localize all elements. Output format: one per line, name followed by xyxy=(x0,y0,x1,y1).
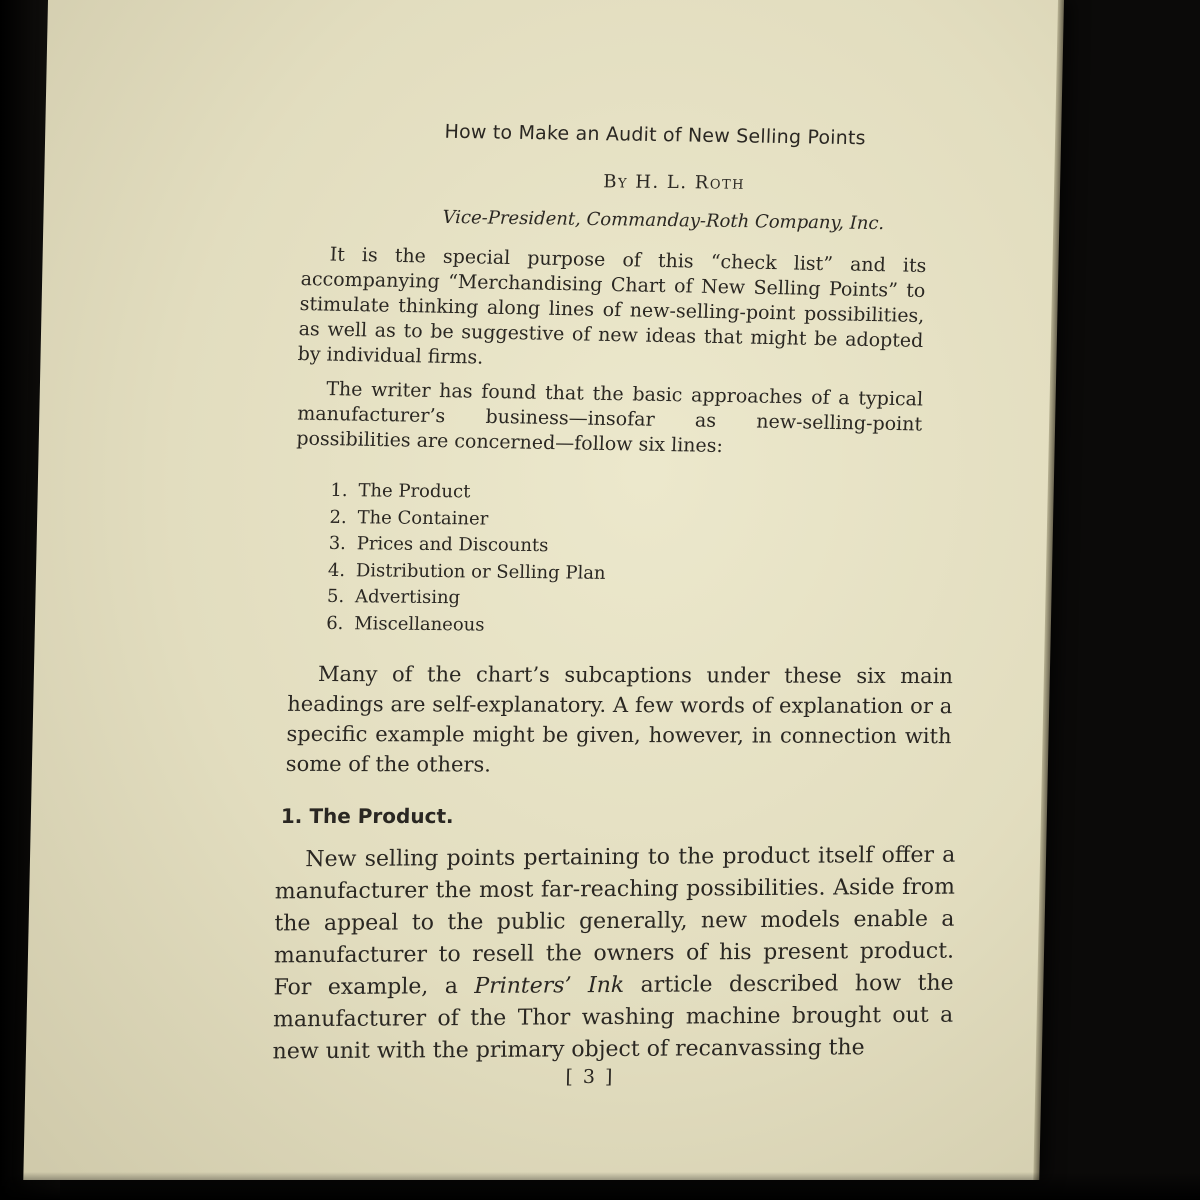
book-page xyxy=(23,0,1060,1180)
publication-name: Printers’ Ink xyxy=(474,972,625,999)
article-title: How to Make an Audit of New Selling Points xyxy=(444,120,867,150)
list-item: 1. The Product xyxy=(330,479,471,503)
page-text xyxy=(23,0,1060,1180)
list-item: 6. Miscellaneous xyxy=(325,612,485,636)
six-lines-list xyxy=(326,478,731,641)
list-item: 2. The Container xyxy=(329,506,489,530)
product-paragraph: New selling points pertaining to the product itself offer a manufacturer the most far-reaching possibilities. Aside from the appeal to the public generally, new models enable a manufacturer to resell the owners of his present product. For example, a Printers’ Ink article described how the manufacturer of the Thor washing machine brought out a new unit with the primary object of recanvassing the xyxy=(272,842,956,1065)
list-item: 5. Advertising xyxy=(326,585,461,609)
approaches-paragraph: The writer has found that the basic approaches of a typical manufacturer’s business—insofar as new-selling-point possibilities are concerned—follow six lines: xyxy=(296,378,924,457)
byline: By H. L. Roth xyxy=(602,171,746,194)
page-number: [ 3 ] xyxy=(565,1066,615,1088)
section-heading-product: 1. The Product. xyxy=(280,804,454,828)
subcaptions-paragraph: Many of the chart’s subcaptions under these six main headings are self-explanatory. A few words of explanation or a specific example might be given, however, in connection with some of the others. xyxy=(285,661,954,777)
author-affiliation: Vice-President, Commanday-Roth Company, Inc. xyxy=(442,206,885,235)
list-item: 3. Prices and Discounts xyxy=(328,532,549,557)
intro-paragraph: It is the special purpose of this “check list” and its accompanying “Merchandising Chart of New Selling Points” to stimulate thinking along lines of new-selling-point possibilities, as well as to be suggestive of new ideas that might be adopted by individual firms. xyxy=(297,243,927,369)
list-item: 4. Distribution or Selling Plan xyxy=(327,559,606,584)
bottom-shadow xyxy=(0,1172,1200,1200)
